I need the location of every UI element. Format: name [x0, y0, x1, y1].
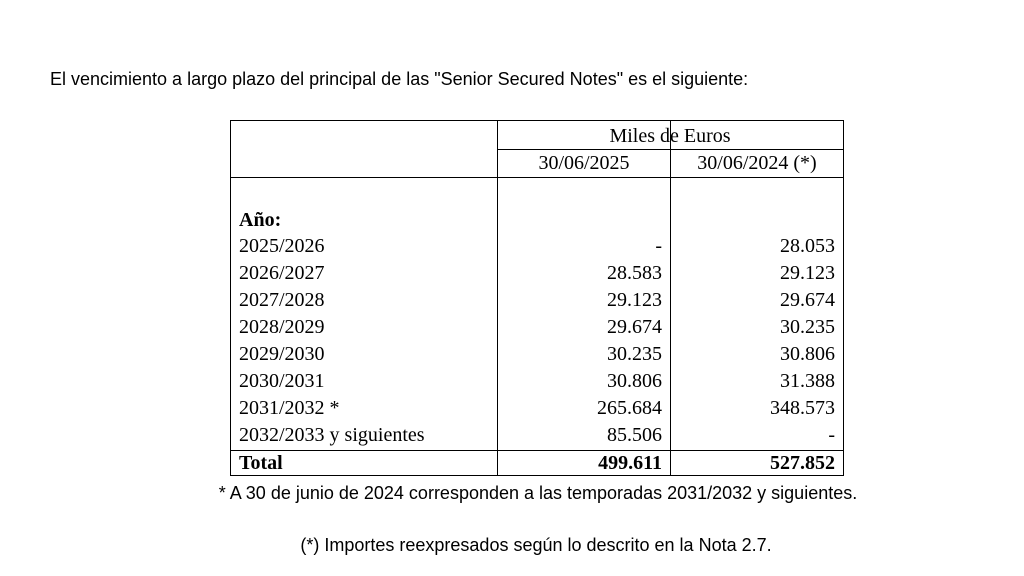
- row-value-2025: 29.123: [607, 289, 662, 311]
- footnote-restated: (*) Importes reexpresados según lo descrito en la Nota 2.7.: [300, 535, 772, 555]
- row-label: 2031/2032 *: [239, 397, 340, 419]
- row-value-2024: 29.123: [780, 262, 835, 284]
- total-label: Total: [239, 452, 283, 474]
- intro-text: El vencimiento a largo plazo del principal de las "Senior Secured Notes" es el siguiente:: [50, 69, 749, 89]
- row-value-2024: 29.674: [780, 289, 835, 311]
- total-value-2024: 527.852: [770, 452, 835, 474]
- header-bottom-divider: [231, 177, 843, 178]
- maturity-table: [230, 120, 844, 476]
- row-value-2024: 348.573: [770, 397, 835, 419]
- row-value-2025: 265.684: [597, 397, 662, 419]
- row-label: 2026/2027: [239, 262, 325, 284]
- col-header-2024: 30/06/2024 (*): [697, 152, 817, 174]
- row-label: 2025/2026: [239, 235, 325, 257]
- row-value-2024: -: [828, 424, 835, 446]
- footnote-star: * A 30 de junio de 2024 corresponden a las temporadas 2031/2032 y siguientes.: [218, 483, 858, 503]
- row-value-2025: 28.583: [607, 262, 662, 284]
- row-value-2024: 28.053: [780, 235, 835, 257]
- row-value-2025: 29.674: [607, 316, 662, 338]
- group-header: Miles de Euros: [609, 125, 731, 147]
- section-label: Año:: [239, 209, 282, 231]
- row-label: 2029/2030: [239, 343, 325, 365]
- col-header-2025: 30/06/2025: [538, 152, 630, 174]
- row-label: 2028/2029: [239, 316, 325, 338]
- row-value-2025: 30.806: [607, 370, 662, 392]
- row-value-2024: 30.235: [780, 316, 835, 338]
- row-label: 2027/2028: [239, 289, 325, 311]
- row-value-2025: 85.506: [607, 424, 662, 446]
- row-value-2024: 31.388: [780, 370, 835, 392]
- total-value-2025: 499.611: [598, 452, 662, 474]
- row-value-2025: 30.235: [607, 343, 662, 365]
- row-label: 2032/2033 y siguientes: [239, 424, 425, 446]
- row-value-2024: 30.806: [780, 343, 835, 365]
- row-value-2025: -: [655, 235, 662, 257]
- row-label: 2030/2031: [239, 370, 325, 392]
